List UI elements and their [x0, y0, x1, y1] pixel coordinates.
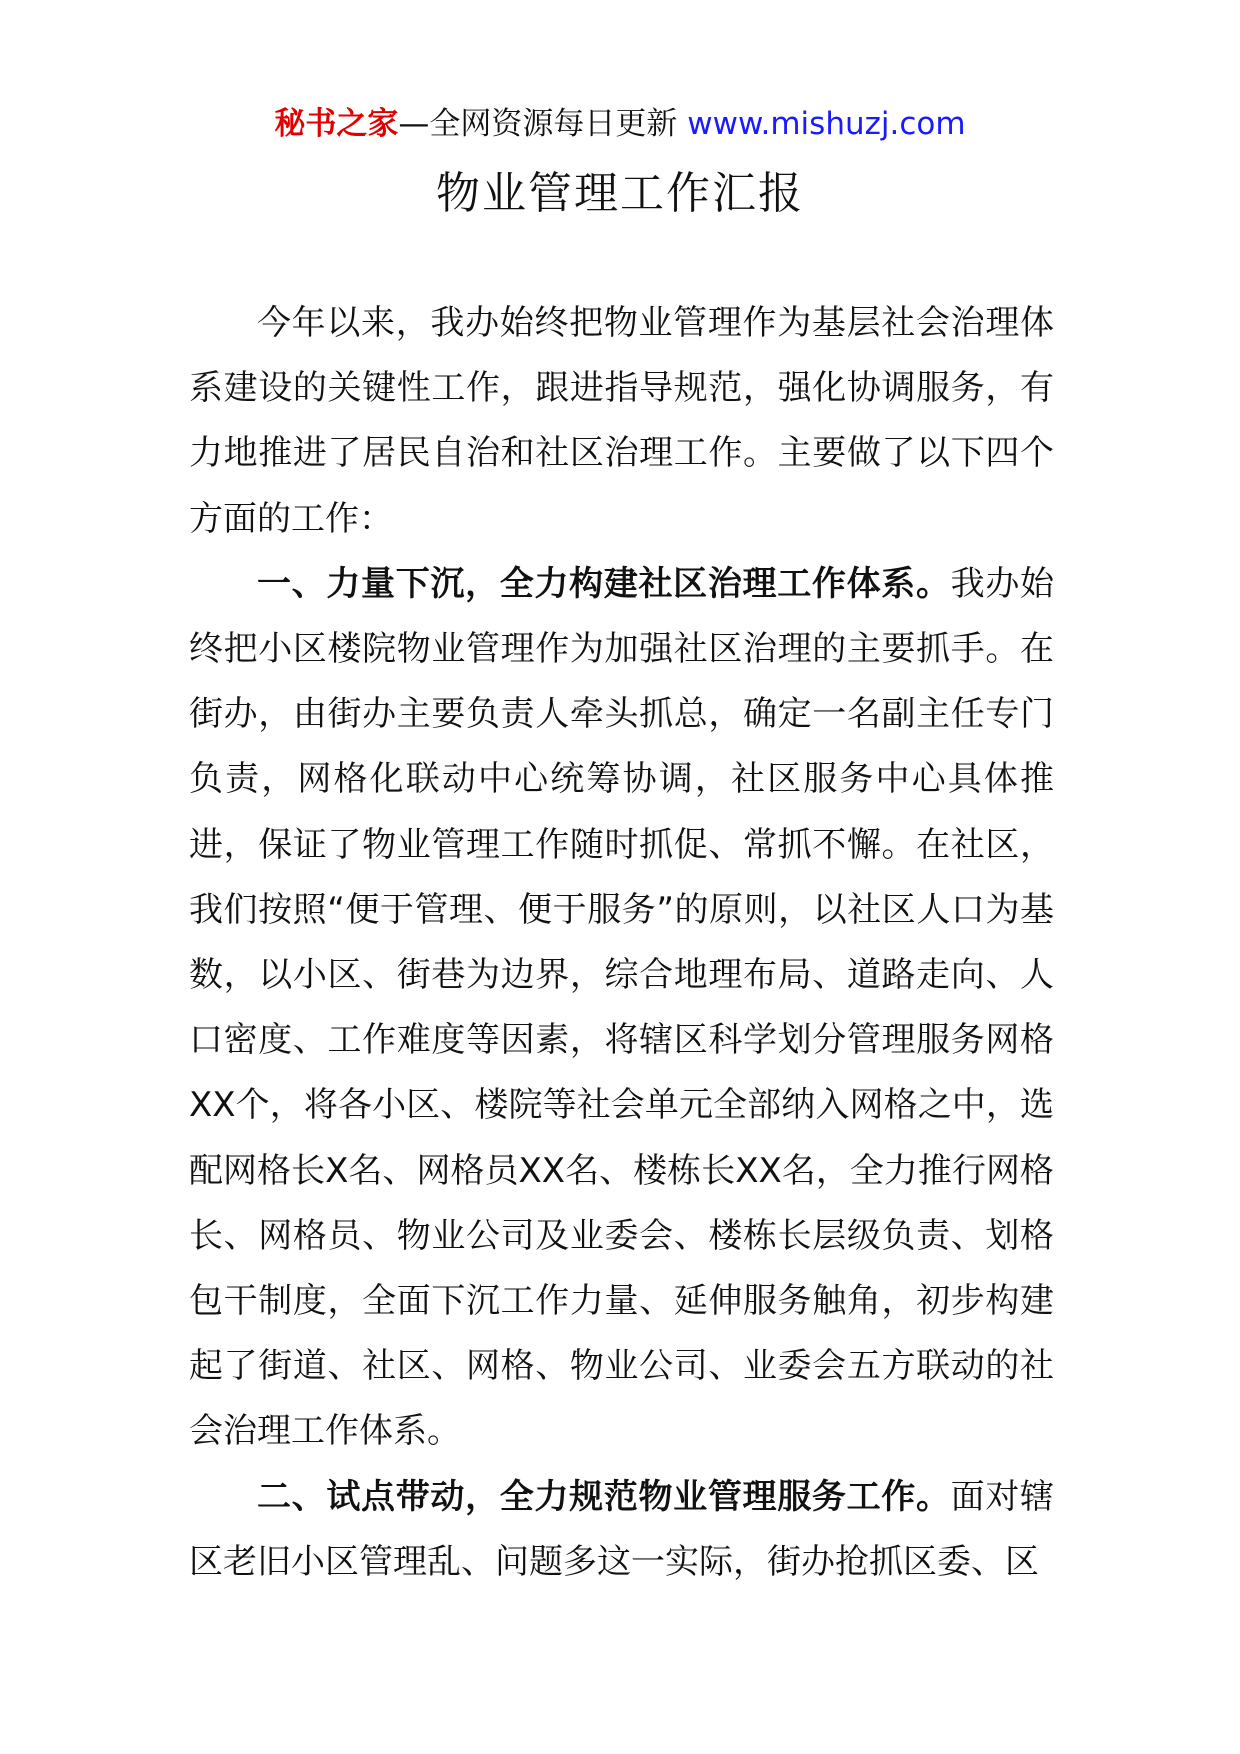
site-banner — [0, 102, 1240, 146]
paragraph-section-1 — [189, 552, 1054, 1465]
site-url-link[interactable]: www.mishuzj.com — [687, 106, 966, 142]
site-brand: 秘书之家 — [274, 106, 399, 142]
paragraph-text: 今年以来，我办始终把物业管理作为基层社会治理体系建设的关键性工作，跟进指导规范，强化协调服务，有力地推进了居民自治和社区治理工作。主要做了以下四个方面的工作： — [189, 303, 1054, 539]
paragraph-text: 我办始终把小区楼院物业管理作为加强社区治理的主要抓手。在街办，由街办主要负责人牵头抓总，确定一名副主任专门负责，网格化联动中心统筹协调，社区服务中心具体推进，保证了物业管理工作随时抓促、常抓不懈。在社区，我们按照“便于管理、便于服务”的原则，以社区人口为基数，以小区、街巷为边界，综合地理布局、道路走向、人口密度、工作难度等因素，将辖区科学划分管理服务网格XX个，将各小区、楼院等社会单元全部纳入网格之中，选配网格长X名、网格员XX名、楼栋长XX名，全力推行网格长、网格员、物业公司及业委会、楼栋长层级负责、划格包干制度，全面下沉工作力量、延伸服务触角，初步构建起了街道、社区、网格、物业公司、业委会五方联动的社会治理工作体系。 — [189, 563, 1055, 1452]
section-heading: 一、力量下沉，全力构建社区治理工作体系。 — [257, 563, 951, 604]
paragraph-section-2 — [189, 1465, 1054, 1595]
site-slogan: —全网资源每日更新 — [398, 106, 688, 142]
paragraph-intro — [189, 291, 1054, 552]
paragraph-text: 面对辖区老旧小区管理乱、问题多这一实际，街办抢抓区委、区 — [189, 1476, 1055, 1582]
document-title: 物业管理工作汇报 — [436, 168, 804, 219]
section-heading: 二、试点带动，全力规范物业管理服务工作。 — [257, 1476, 951, 1517]
document-body — [189, 291, 1054, 1595]
